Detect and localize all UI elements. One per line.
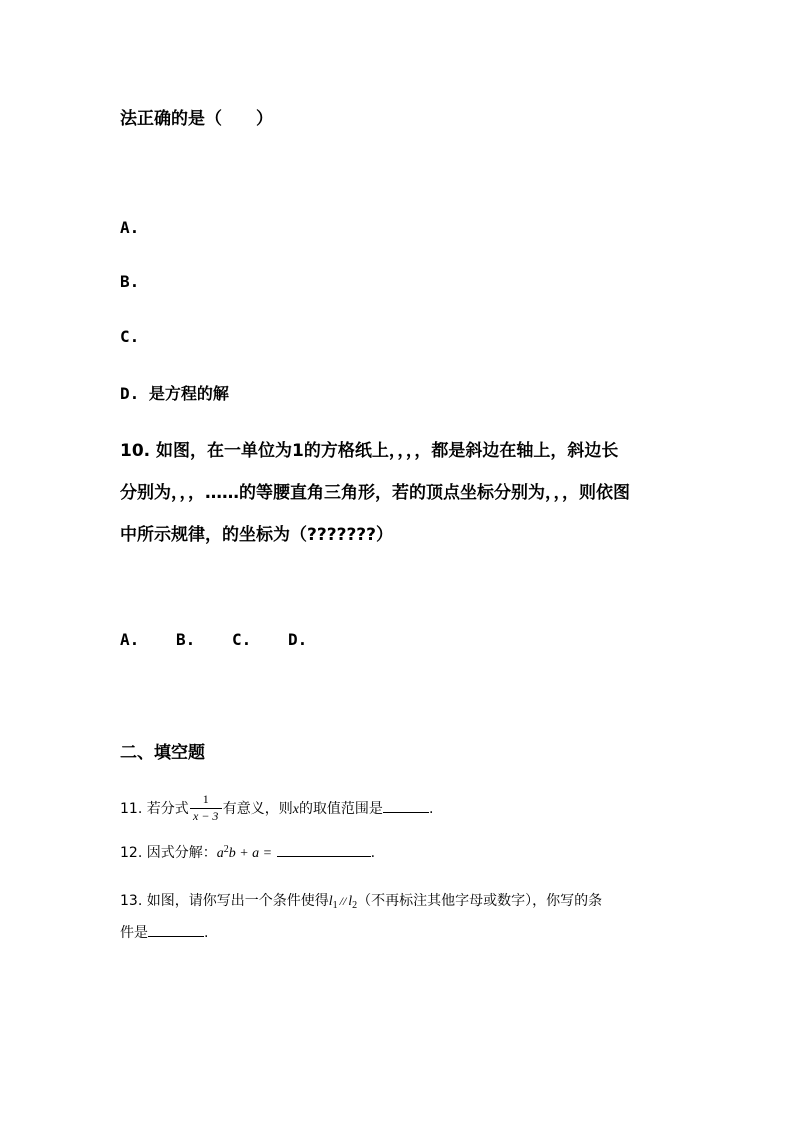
q9-option-d: D. 是方程的解 [120, 384, 229, 403]
q12-expression [217, 846, 272, 861]
q13-line2-prefix: 件是 [120, 925, 148, 941]
q13-condition-expression [329, 894, 357, 909]
q9-option-b: B. [120, 272, 140, 291]
q13-line-1 [120, 890, 602, 911]
q12-end: . [370, 845, 376, 861]
q12-expr-base: a [216, 846, 224, 861]
q10-option-b: B. [176, 630, 196, 649]
q13-suffix: （不再标注其他字母或数字），你写的条 [357, 893, 603, 909]
q12-expr-rest: b + a = [228, 846, 273, 861]
q11-end: . [428, 801, 434, 817]
q10-line-2: 分别为，，，……的等腰直角三角形，若的顶点坐标分别为，，，则依图 [120, 483, 630, 503]
q12-prefix: 12. 因式分解： [120, 845, 217, 861]
q11-mid: 有意义，则 [222, 801, 293, 817]
q13-parallel-symbol: // [339, 894, 347, 908]
q9-option-c: C. [120, 327, 140, 346]
q13-end: . [204, 925, 209, 941]
section-title-fill-in: 二、填空题 [120, 743, 205, 763]
q12-line [120, 842, 375, 862]
q11-fraction-numerator: 1 [202, 792, 209, 806]
q10-option-c: C. [232, 630, 252, 649]
q10-line-3: 中所示规律，的坐标为（???????） [120, 525, 394, 545]
q11-fraction-denominator: x − 3 [193, 809, 219, 823]
q13-line-symbol-2: l [348, 894, 353, 909]
q13-prefix: 13. 如图，请你写出一个条件使得 [120, 893, 329, 909]
q11-suffix: 的取值范围是 [298, 801, 383, 817]
q11-answer-blank[interactable] [383, 798, 429, 813]
q9-option-a: A. [120, 218, 140, 237]
q11-line [120, 794, 433, 824]
q13-line-symbol-1: l [328, 894, 333, 909]
q9-question-tail: 法正确的是（ ） [120, 109, 273, 129]
q13-line-2 [120, 922, 208, 942]
q11-variable: x [292, 802, 299, 817]
q13-subscript-1: 1 [332, 900, 338, 911]
q10-line-1: 10. 如图，在一单位为1的方格纸上，，，，都是斜边在轴上，斜边长 [120, 441, 619, 461]
q11-fraction [189, 794, 223, 824]
q13-subscript-2: 2 [352, 900, 358, 911]
q12-expr-exponent: 2 [223, 844, 229, 855]
q11-prefix: 11. 若分式 [120, 801, 189, 817]
q13-answer-blank[interactable] [148, 922, 204, 937]
q10-option-a: A. [120, 630, 140, 649]
q10-option-d: D. [288, 630, 308, 649]
q12-answer-blank[interactable] [277, 842, 371, 857]
